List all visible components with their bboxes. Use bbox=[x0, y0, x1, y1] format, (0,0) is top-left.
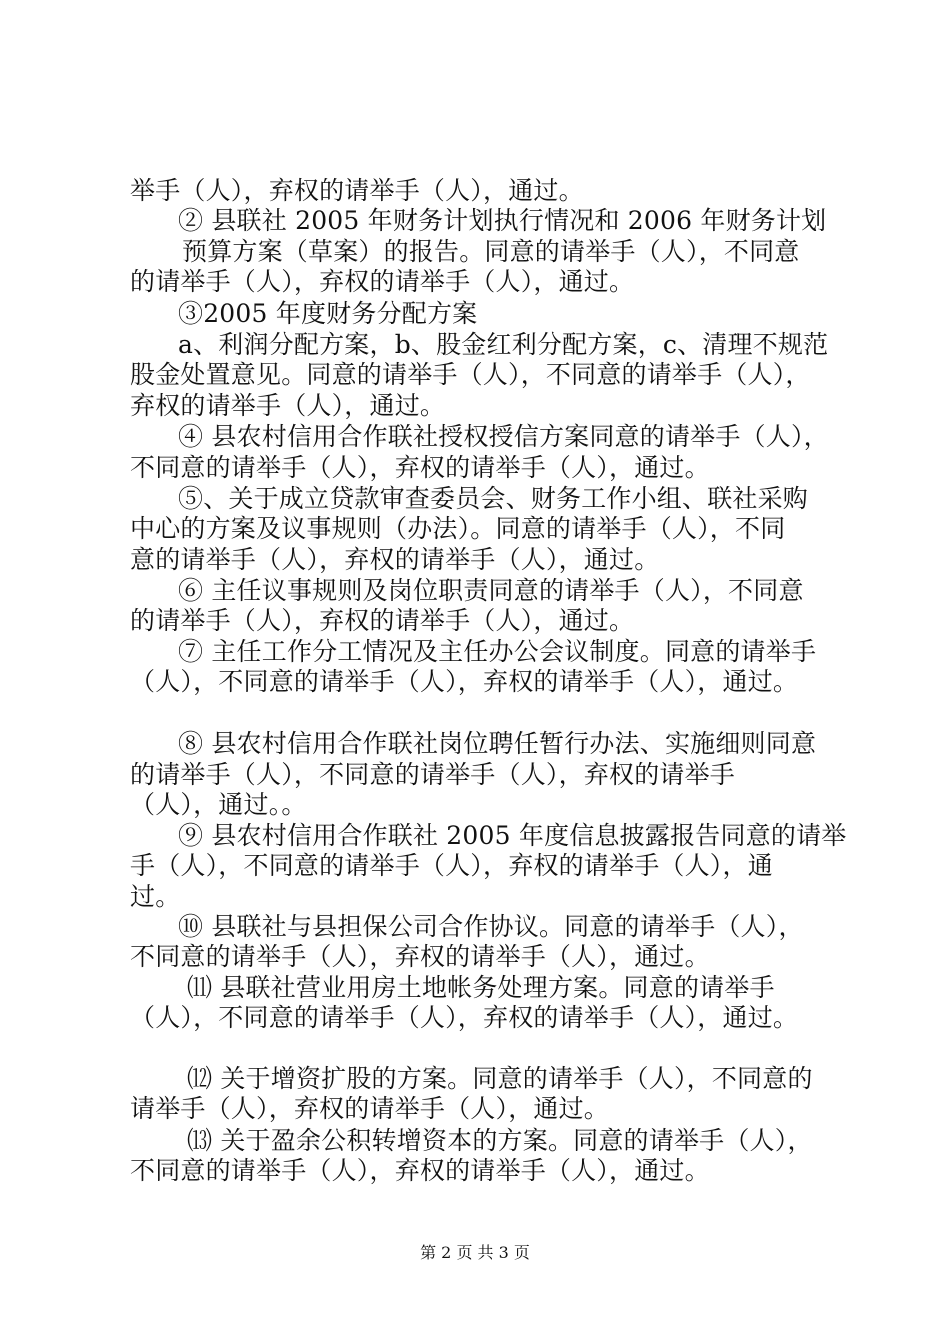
text-line: 不同意的请举手（人），弃权的请举手（人），通过。 bbox=[130, 942, 710, 971]
text-line: 弃权的请举手（人），通过。 bbox=[130, 391, 446, 420]
text-line: a、利润分配方案，b、股金红利分配方案，c、清理不规范 bbox=[178, 330, 829, 359]
text-line: ⑤、关于成立贷款审查委员会、财务工作小组、联社采购 bbox=[178, 484, 809, 513]
text-line: ⑦ 主任工作分工情况及主任办公会议制度。同意的请举手 bbox=[178, 637, 817, 666]
text-line: ④ 县农村信用合作联社授权授信方案同意的请举手（人）， bbox=[178, 422, 829, 451]
text-line: 中心的方案及议事规则（办法）。同意的请举手（人），不同 bbox=[130, 514, 786, 543]
text-line: 的请举手（人），弃权的请举手（人），通过。 bbox=[130, 267, 635, 296]
text-line: 不同意的请举手（人），弃权的请举手（人），通过。 bbox=[130, 1156, 710, 1185]
text-line: ⑥ 主任议事规则及岗位职责同意的请举手（人），不同意 bbox=[178, 576, 804, 605]
text-line: 的请举手（人），不同意的请举手（人），弃权的请举手 bbox=[130, 760, 736, 789]
text-line: ③2005 年度财务分配方案 bbox=[178, 299, 478, 328]
text-line: 不同意的请举手（人），弃权的请举手（人），通过。 bbox=[130, 453, 710, 482]
text-line: 意的请举手（人），弃权的请举手（人），通过。 bbox=[130, 545, 660, 574]
text-line: ⑩ 县联社与县担保公司合作协议。同意的请举手（人）， bbox=[178, 912, 804, 941]
text-line: 举手（人），弃权的请举手（人），通过。 bbox=[130, 176, 584, 205]
text-line: ⑧ 县农村信用合作联社岗位聘任暂行办法、实施细则同意 bbox=[178, 729, 817, 758]
text-line: ⑾ 县联社营业用房土地帐务处理方案。同意的请举手 bbox=[187, 973, 775, 1002]
text-line: 的请举手（人），弃权的请举手（人），通过。 bbox=[130, 606, 635, 635]
text-line: 预算方案（草案）的报告。同意的请举手（人），不同意 bbox=[182, 237, 800, 266]
text-line: 请举手（人），弃权的请举手（人），通过。 bbox=[130, 1094, 610, 1123]
text-line: （人），不同意的请举手（人），弃权的请举手（人），通过。 bbox=[130, 1003, 799, 1032]
text-line: （人），通过。。 bbox=[130, 790, 307, 819]
text-line: （人），不同意的请举手（人），弃权的请举手（人），通过。 bbox=[130, 667, 799, 696]
text-line: ⒀ 关于盈余公积转增资本的方案。同意的请举手（人）， bbox=[187, 1126, 813, 1155]
text-line: ⑿ 关于增资扩股的方案。同意的请举手（人），不同意的 bbox=[187, 1064, 813, 1093]
page-number-footer: 第 2 页 共 3 页 bbox=[420, 1243, 530, 1262]
text-line: 手（人），不同意的请举手（人），弃权的请举手（人），通 bbox=[130, 851, 773, 880]
text-line: ⑨ 县农村信用合作联社 2005 年度信息披露报告同意的请举 bbox=[178, 821, 847, 850]
text-line: 股金处置意见。同意的请举手（人），不同意的请举手（人）， bbox=[130, 360, 811, 389]
text-line: ② 县联社 2005 年财务计划执行情况和 2006 年财务计划 bbox=[178, 206, 827, 235]
text-line: 过。 bbox=[130, 882, 181, 911]
